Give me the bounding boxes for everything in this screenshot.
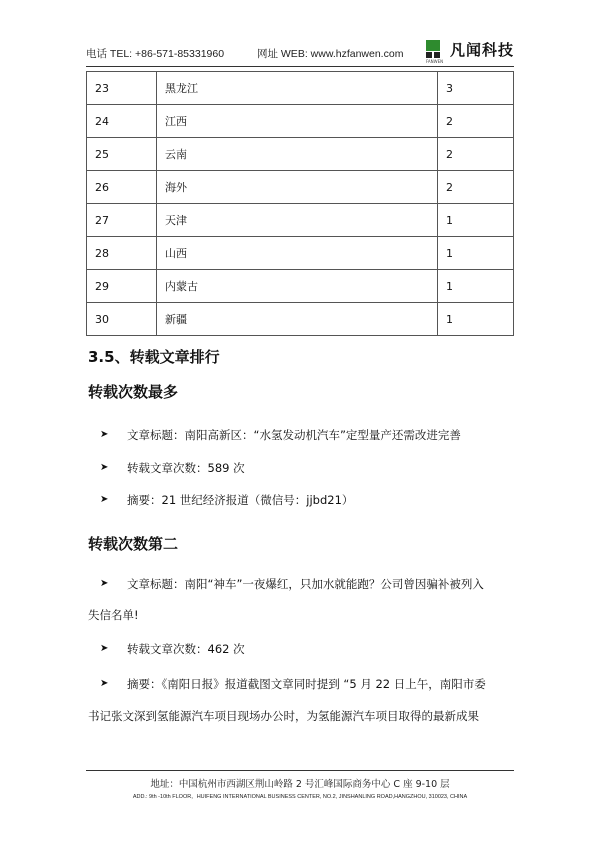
region-cell: 新疆 xyxy=(157,303,438,336)
list-item-text: 书记张文深到氢能源汽车项目现场办公时，为氢能源汽车项目取得的最新成果 xyxy=(88,709,479,723)
list-item-text: 摘要：21 世纪经济报道（微信号：jjbd21） xyxy=(127,493,354,507)
phone-number: 电话 TEL: +86-571-85331960 xyxy=(86,48,225,60)
table-row xyxy=(87,105,514,138)
company-logo xyxy=(425,38,514,64)
list-item-continuation xyxy=(88,605,508,625)
website-url: 网址 WEB: www.hzfanwen.com xyxy=(256,48,404,60)
list-item-text: 转载文章次数：589 次 xyxy=(127,461,245,475)
table-row xyxy=(87,138,514,171)
logo-small-text: FANWEN xyxy=(425,59,444,64)
count-cell: 1 xyxy=(438,303,514,336)
region-ranking-table xyxy=(86,71,514,336)
page-header xyxy=(86,38,514,64)
count-cell: 2 xyxy=(438,138,514,171)
region-cell: 天津 xyxy=(157,204,438,237)
table-row xyxy=(87,72,514,105)
region-cell: 黑龙江 xyxy=(157,72,438,105)
list-item xyxy=(100,425,520,445)
count-cell: 2 xyxy=(438,171,514,204)
rank-cell: 23 xyxy=(87,72,157,105)
list-item-text: 文章标题：南阳高新区：“水氢发动机汽车”定型量产还需改进完善 xyxy=(127,428,461,442)
footer-address-en: ADD.: 9th -10th FLOOR，HUIFENG INTERNATIONAL BUSINESS CENTER, NO.2, JINSHANLING ROAD,HANGZHOU, 310023, CHINA xyxy=(132,794,468,800)
list-item xyxy=(100,639,520,659)
subsection-heading-second: 转载次数第二 xyxy=(88,535,179,553)
count-cell: 3 xyxy=(438,72,514,105)
logo-text: 凡闻科技 xyxy=(449,40,514,59)
bullet-arrow-icon: ➤ xyxy=(100,643,109,654)
rank-cell: 30 xyxy=(87,303,157,336)
count-cell: 1 xyxy=(438,237,514,270)
count-cell: 1 xyxy=(438,270,514,303)
region-cell: 云南 xyxy=(157,138,438,171)
bullet-arrow-icon: ➤ xyxy=(100,578,109,589)
table-row xyxy=(87,303,514,336)
rank-cell: 25 xyxy=(87,138,157,171)
table-row xyxy=(87,171,514,204)
rank-cell: 27 xyxy=(87,204,157,237)
bullet-arrow-icon: ➤ xyxy=(100,494,109,505)
header-divider xyxy=(86,66,514,67)
footer-address-cn: 地址：中国杭州市西湖区荆山岭路 2 号汇峰国际商务中心 C 座 9-10 层 xyxy=(150,779,450,790)
list-item-text: 摘要：《南阳日报》报道截图文章同时提到 “5 月 22 日上午，南阳市委 xyxy=(127,677,486,691)
rank-cell: 29 xyxy=(87,270,157,303)
list-item-continuation xyxy=(88,706,528,726)
logo-mark-icon xyxy=(425,40,446,64)
list-item-text: 转载文章次数：462 次 xyxy=(127,642,245,656)
list-item xyxy=(100,490,520,510)
contact-info xyxy=(86,46,403,61)
list-item-text: 失信名单! xyxy=(88,608,139,622)
list-item xyxy=(100,674,520,694)
table-row xyxy=(87,270,514,303)
section-title: 3.5、转载文章排行 xyxy=(88,348,220,366)
footer-divider xyxy=(86,770,514,771)
list-item xyxy=(100,458,520,478)
bullet-arrow-icon: ➤ xyxy=(100,678,109,689)
rank-cell: 28 xyxy=(87,237,157,270)
region-cell: 内蒙古 xyxy=(157,270,438,303)
region-cell: 山西 xyxy=(157,237,438,270)
region-cell: 海外 xyxy=(157,171,438,204)
rank-cell: 24 xyxy=(87,105,157,138)
bullet-arrow-icon: ➤ xyxy=(100,429,109,440)
bullet-arrow-icon: ➤ xyxy=(100,462,109,473)
subsection-heading-first: 转载次数最多 xyxy=(88,383,179,401)
region-cell: 江西 xyxy=(157,105,438,138)
table-row xyxy=(87,204,514,237)
count-cell: 1 xyxy=(438,204,514,237)
count-cell: 2 xyxy=(438,105,514,138)
list-item xyxy=(100,574,520,594)
list-item-text: 文章标题：南阳“神车”一夜爆红，只加水就能跑？公司曾因骗补被列入 xyxy=(127,577,484,591)
table-row xyxy=(87,237,514,270)
rank-cell: 26 xyxy=(87,171,157,204)
